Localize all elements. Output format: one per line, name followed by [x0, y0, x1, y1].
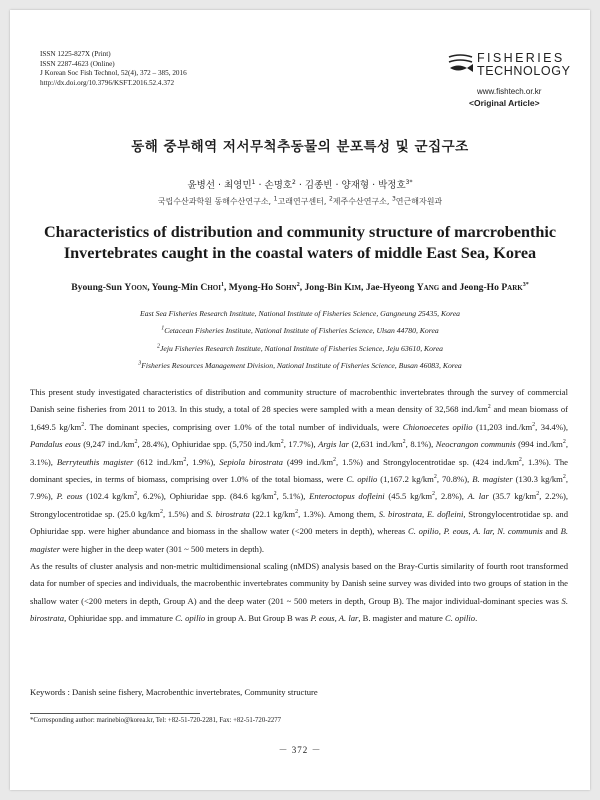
journal-url[interactable]: www.fishtech.or.kr	[477, 87, 542, 96]
abstract-text: , B. magister and mature	[358, 613, 445, 624]
superscript: 2	[433, 474, 437, 481]
abstract-text: .	[475, 613, 478, 624]
abstract-text: , 6.2%), Ophiuridae spp. (84.6 kg/km	[137, 491, 274, 502]
abstract	[30, 384, 568, 628]
abstract-text: , 5.1%),	[276, 491, 310, 502]
superscript: 2	[487, 404, 491, 411]
corresponding-author-footnote: *Corresponding author: marinebio@korea.kr, Tel: +82-51-720-2281, Fax: +82-51-720-2277	[30, 717, 282, 724]
abstract-text: , 1.5%) and	[162, 508, 207, 519]
page-number: － 372 －	[278, 745, 322, 755]
superscript: 2	[273, 491, 277, 498]
abstract-text: . The dominant species, comprising over 1.0% of the total number of individuals, were	[84, 421, 403, 432]
title-english-line-2: Invertebrates caught in the coastal waters of middle East Sea, Korea	[63, 244, 537, 262]
species-name: Pandalus eous	[30, 439, 81, 450]
abstract-text: , 17.7%),	[283, 439, 319, 450]
abstract-text: , 1.9%),	[186, 456, 220, 467]
abstract-text: , 1.3%). The dominant species, in terms of biomass, comprising over 1.0% of the total biomass, were	[30, 456, 568, 485]
abstract-text: were higher in the deep water (301 ~ 500 meters in depth).	[60, 543, 264, 554]
affiliations-korean: 국립수산과학원 동해수산연구소, $^1$고래연구센터, $^2$제주수산연구소, $^3$연근해자원과	[157, 195, 443, 206]
abstract-text: and mean biomass of 1,649.5 kg/km	[30, 404, 568, 432]
logo-text-fisheries: FISHERIES	[477, 51, 565, 65]
publication-info	[40, 50, 187, 88]
title-english	[10, 222, 590, 264]
abstract-text: , 2.2%), Strongylocentrotidae sp. (25.0 kg/km	[30, 491, 568, 519]
species-name: A. lar	[467, 491, 489, 502]
superscript: 2	[562, 474, 566, 481]
affiliation-line: East Sea Fisheries Research Institute, National Institute of Fisheries Science, Gangneung 25435, Korea	[140, 309, 460, 318]
superscript: 2	[333, 456, 337, 463]
superscript: 2	[159, 508, 163, 515]
superscript: 2	[81, 421, 85, 428]
species-name: C. opilio	[445, 613, 476, 624]
doi-link[interactable]: http://dx.doi.org/10.3796/KSFT.2016.52.4.372	[40, 78, 175, 87]
abstract-text: (499 ind./km	[282, 456, 334, 467]
superscript: 2	[280, 439, 284, 446]
species-name: S. birostrata, E. dofleini	[378, 508, 464, 519]
superscript: 2	[536, 491, 540, 498]
superscript: 2	[562, 439, 566, 446]
affiliations-english	[10, 305, 590, 374]
abstract-text: As the results of cluster analysis and non-metric multidimensional scaling (nMDS) analysis based on the Bray-Curtis similarity of fourth root transformed data for number of species and individuals, the macrobenthic invertebrates community by Danish seine survey was divided into two groups of station in the shallow water (<200 meters in depth, Group A) and the deep water (201 ~ 500 meters in depth, Group B). The major individual-dominant species was	[30, 561, 568, 606]
species-name: Argis lar	[318, 439, 349, 450]
abstract-text: This present study investigated characteristics of distribution and community structure of macrobenthic invertebrates through the survey of commercial Danish seine fisheries from 2011 to 2013. In this study, a total of 28 species were sampled with a mean density of 32,568 ind./km	[30, 387, 568, 415]
abstract-text: , 1.5%) and Strongylocentrotidae sp. (424 ind./km	[336, 456, 519, 467]
superscript: 2	[532, 421, 536, 428]
affiliation-line: $^2$Jeju Fisheries Research Institute, National Institute of Fisheries Science, Jeju 63610, Korea	[157, 343, 443, 353]
species-name: S. birostrata	[206, 508, 250, 519]
species-name: Enteroctopus dofleini	[309, 491, 385, 502]
abstract-paragraph-2	[30, 558, 568, 628]
abstract-text: (1,167.2 kg/km	[377, 474, 434, 485]
superscript: 2	[432, 491, 436, 498]
species-name: P. eous, A. lar	[310, 613, 359, 624]
title-korean: 동해 중부해역 저서무척추동물의 분포특성 및 군집구조	[131, 139, 469, 155]
species-name: S. birostrata	[30, 595, 568, 624]
superscript: 2	[183, 456, 187, 463]
affiliation-line: $^1$Cetacean Fisheries Institute, National Institute of Fisheries Science, Ulsan 44780, Korea	[161, 325, 439, 336]
paper-page	[10, 10, 590, 790]
superscript: 2	[295, 508, 299, 515]
fish-logo-icon	[447, 53, 474, 75]
keywords: Keywords : Danish seine fishery, Macrobenthic invertebrates, Community structure	[30, 687, 318, 697]
species-name: Neocrangon communis	[435, 439, 516, 450]
superscript: 2	[134, 439, 138, 446]
species-name: Berryteuthis magister	[56, 456, 134, 467]
species-name: P. eous	[56, 491, 83, 502]
article-type-label: <Original Article>	[469, 98, 540, 108]
species-name: Chionoecetes opilio	[402, 421, 473, 432]
abstract-text: (2,631 ind./km	[348, 439, 403, 450]
species-name: C. opilio	[175, 613, 206, 624]
abstract-text: , 2.8%),	[435, 491, 468, 502]
authors-english: Byoung-Sun Yoon, Young-Min Choi$^1$, Myong-Ho Sohn$^2$, Jong-Bin Kim, Jae-Hyeong Yang and Jeong-Ho Park$^{3*}$	[71, 281, 529, 293]
superscript: 2	[518, 456, 522, 463]
abstract-text: , Ophiuridae spp. and immature	[64, 613, 176, 624]
abstract-text: , 70.8%),	[436, 474, 473, 485]
species-name: C. opilio, P. eous, A. lar, N. communis	[408, 526, 543, 537]
authors-korean: 윤병선 · 최영민$^1$ · 손명호$^2$ · 김종빈 · 양재형 · 박정호$^{3*}$	[187, 178, 413, 191]
issn-print: ISSN 1225-827X (Print)	[40, 50, 111, 58]
superscript: 2	[134, 491, 138, 498]
logo-text-technology: TECHNOLOGY	[477, 64, 571, 78]
abstract-text: , 34.4%),	[535, 421, 568, 432]
abstract-text: , 1.3%). Among them,	[298, 508, 379, 519]
species-name: B. magister	[30, 526, 568, 554]
abstract-text: in group A. But Group B was	[205, 613, 311, 624]
issn-online: ISSN 2287-4623 (Online)	[40, 59, 115, 68]
abstract-text: (45.5 kg/km	[384, 491, 433, 502]
species-name: Sepiola birostrata	[219, 456, 283, 467]
abstract-text: , 28.4%), Ophiuridae spp. (5,750 ind./km	[137, 439, 281, 450]
abstract-text: (612 ind./km	[133, 456, 184, 467]
abstract-text: (102.4 kg/km	[82, 491, 135, 502]
journal-citation: J Korean Soc Fish Technol, 52(4), 372 – 385, 2016	[40, 69, 187, 78]
abstract-text: (130.3 kg/km	[512, 474, 563, 485]
affiliation-line: $^3$Fisheries Resources Management Division, National Institute of Fisheries Science, Busan 46083, Korea	[138, 360, 462, 370]
abstract-text: (994 ind./km	[515, 439, 563, 450]
abstract-text: (35.7 kg/km	[488, 491, 537, 502]
species-name: B. magister	[472, 474, 513, 485]
abstract-text: (9,247 ind./km	[80, 439, 135, 450]
footnote-divider	[30, 713, 200, 714]
abstract-text: (22.1 kg/km	[249, 508, 296, 519]
abstract-text: and	[542, 526, 561, 537]
abstract-text: , 7.9%),	[30, 474, 568, 502]
abstract-text: , 3.1%),	[30, 439, 569, 467]
superscript: 2	[402, 439, 406, 446]
abstract-text: , 8.1%),	[405, 439, 436, 450]
abstract-paragraph-1	[30, 384, 568, 558]
species-name: C. opilio	[346, 474, 378, 485]
abstract-text: (11,203 ind./km	[472, 421, 533, 432]
abstract-text: , Strongylocentrotidae sp. and Ophiuridae spp. were higher abundance and biomass in the shallow water (<200 meters in depth), whereas	[30, 508, 568, 537]
title-english-line-1: Characteristics of distribution and community structure of marcrobenthic	[43, 223, 557, 241]
